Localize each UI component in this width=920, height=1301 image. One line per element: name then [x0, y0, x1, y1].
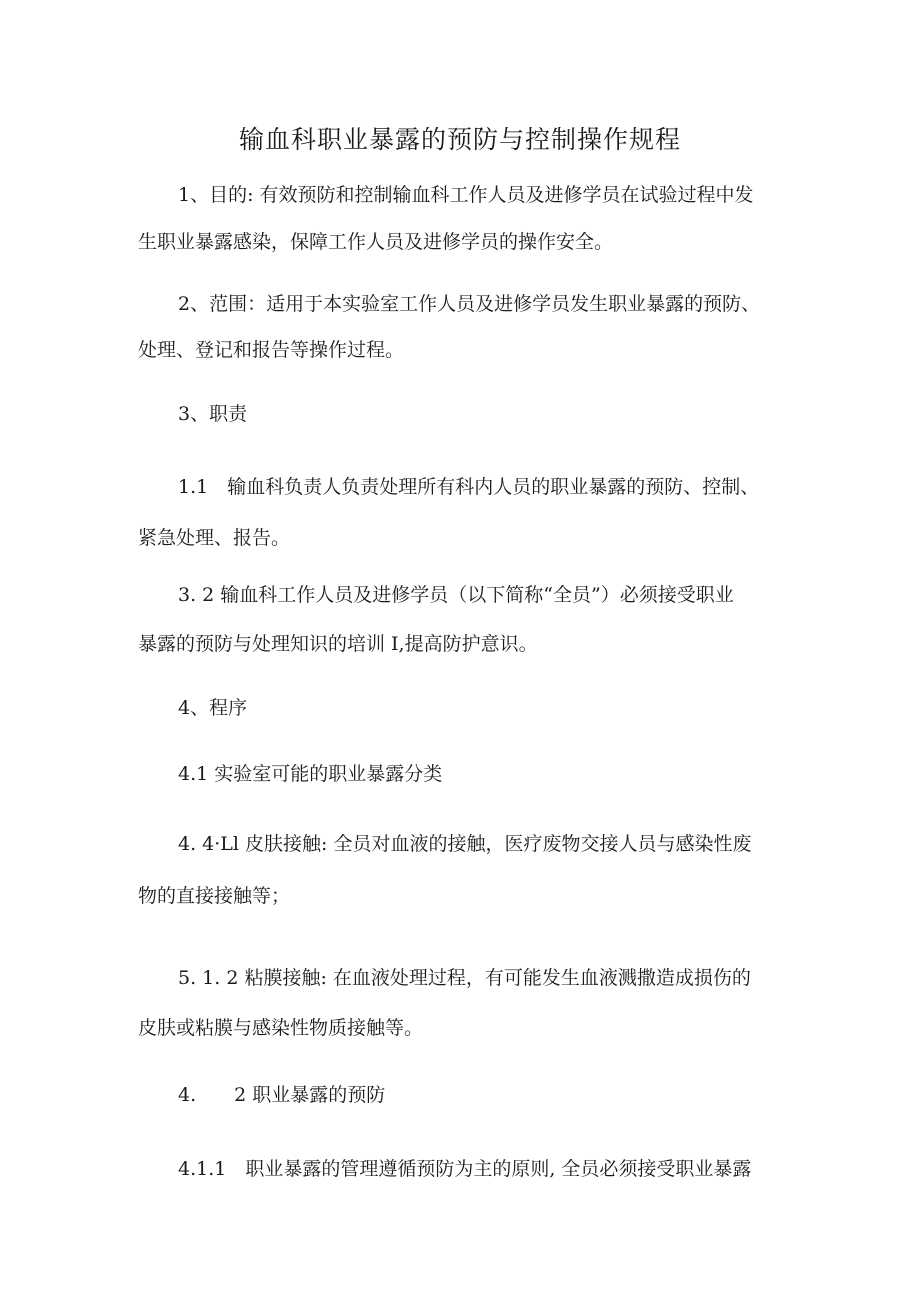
section-heading: 3、职责: [178, 403, 248, 425]
subsection-heading: 4.1 实验室可能的职业暴露分类: [178, 763, 443, 785]
paragraph-line: 生职业暴露感染，保障工作人员及进修学员的操作安全。: [138, 231, 614, 253]
paragraph-line: 1、目的: 有效预防和控制输血科工作人员及进修学员在试验过程中发: [178, 184, 754, 206]
paragraph-line: 5. 1. 2 粘膜接触: 在血液处理过程，有可能发生血液溅撒造成损伤的: [178, 967, 751, 989]
paragraph-line: 4.1.1 职业暴露的管理遵循预防为主的原则, 全员必须接受职业暴露: [178, 1158, 752, 1180]
section-heading: 4、程序: [178, 697, 248, 719]
paragraph-line: 物的直接接触等；: [138, 885, 291, 907]
paragraph-line: 2、范围：适用于本实验室工作人员及进修学员发生职业暴露的预防、: [178, 293, 761, 315]
document-title: 输血科职业暴露的预防与控制操作规程: [238, 125, 681, 154]
paragraph-line: 3. 2 输血科工作人员及进修学员（以下简称“全员”）必须接受职业: [178, 584, 734, 606]
subsection-heading: 4. 2 职业暴露的预防: [178, 1084, 386, 1106]
paragraph-line: 处理、登记和报告等操作过程。: [138, 339, 405, 361]
paragraph-line: 暴露的预防与处理知识的培训 I,提高防护意识。: [138, 633, 538, 655]
paragraph-line: 4. 4·Ll 皮肤接触: 全员对血液的接触，医疗废物交接人员与感染性废: [178, 833, 752, 855]
paragraph-line: 1.1 输血科负责人负责处理所有科内人员的职业暴露的预防、控制、: [178, 476, 760, 498]
paragraph-line: 紧急处理、报告。: [138, 527, 291, 549]
paragraph-line: 皮肤或粘膜与感染性物质接触等。: [138, 1017, 424, 1039]
